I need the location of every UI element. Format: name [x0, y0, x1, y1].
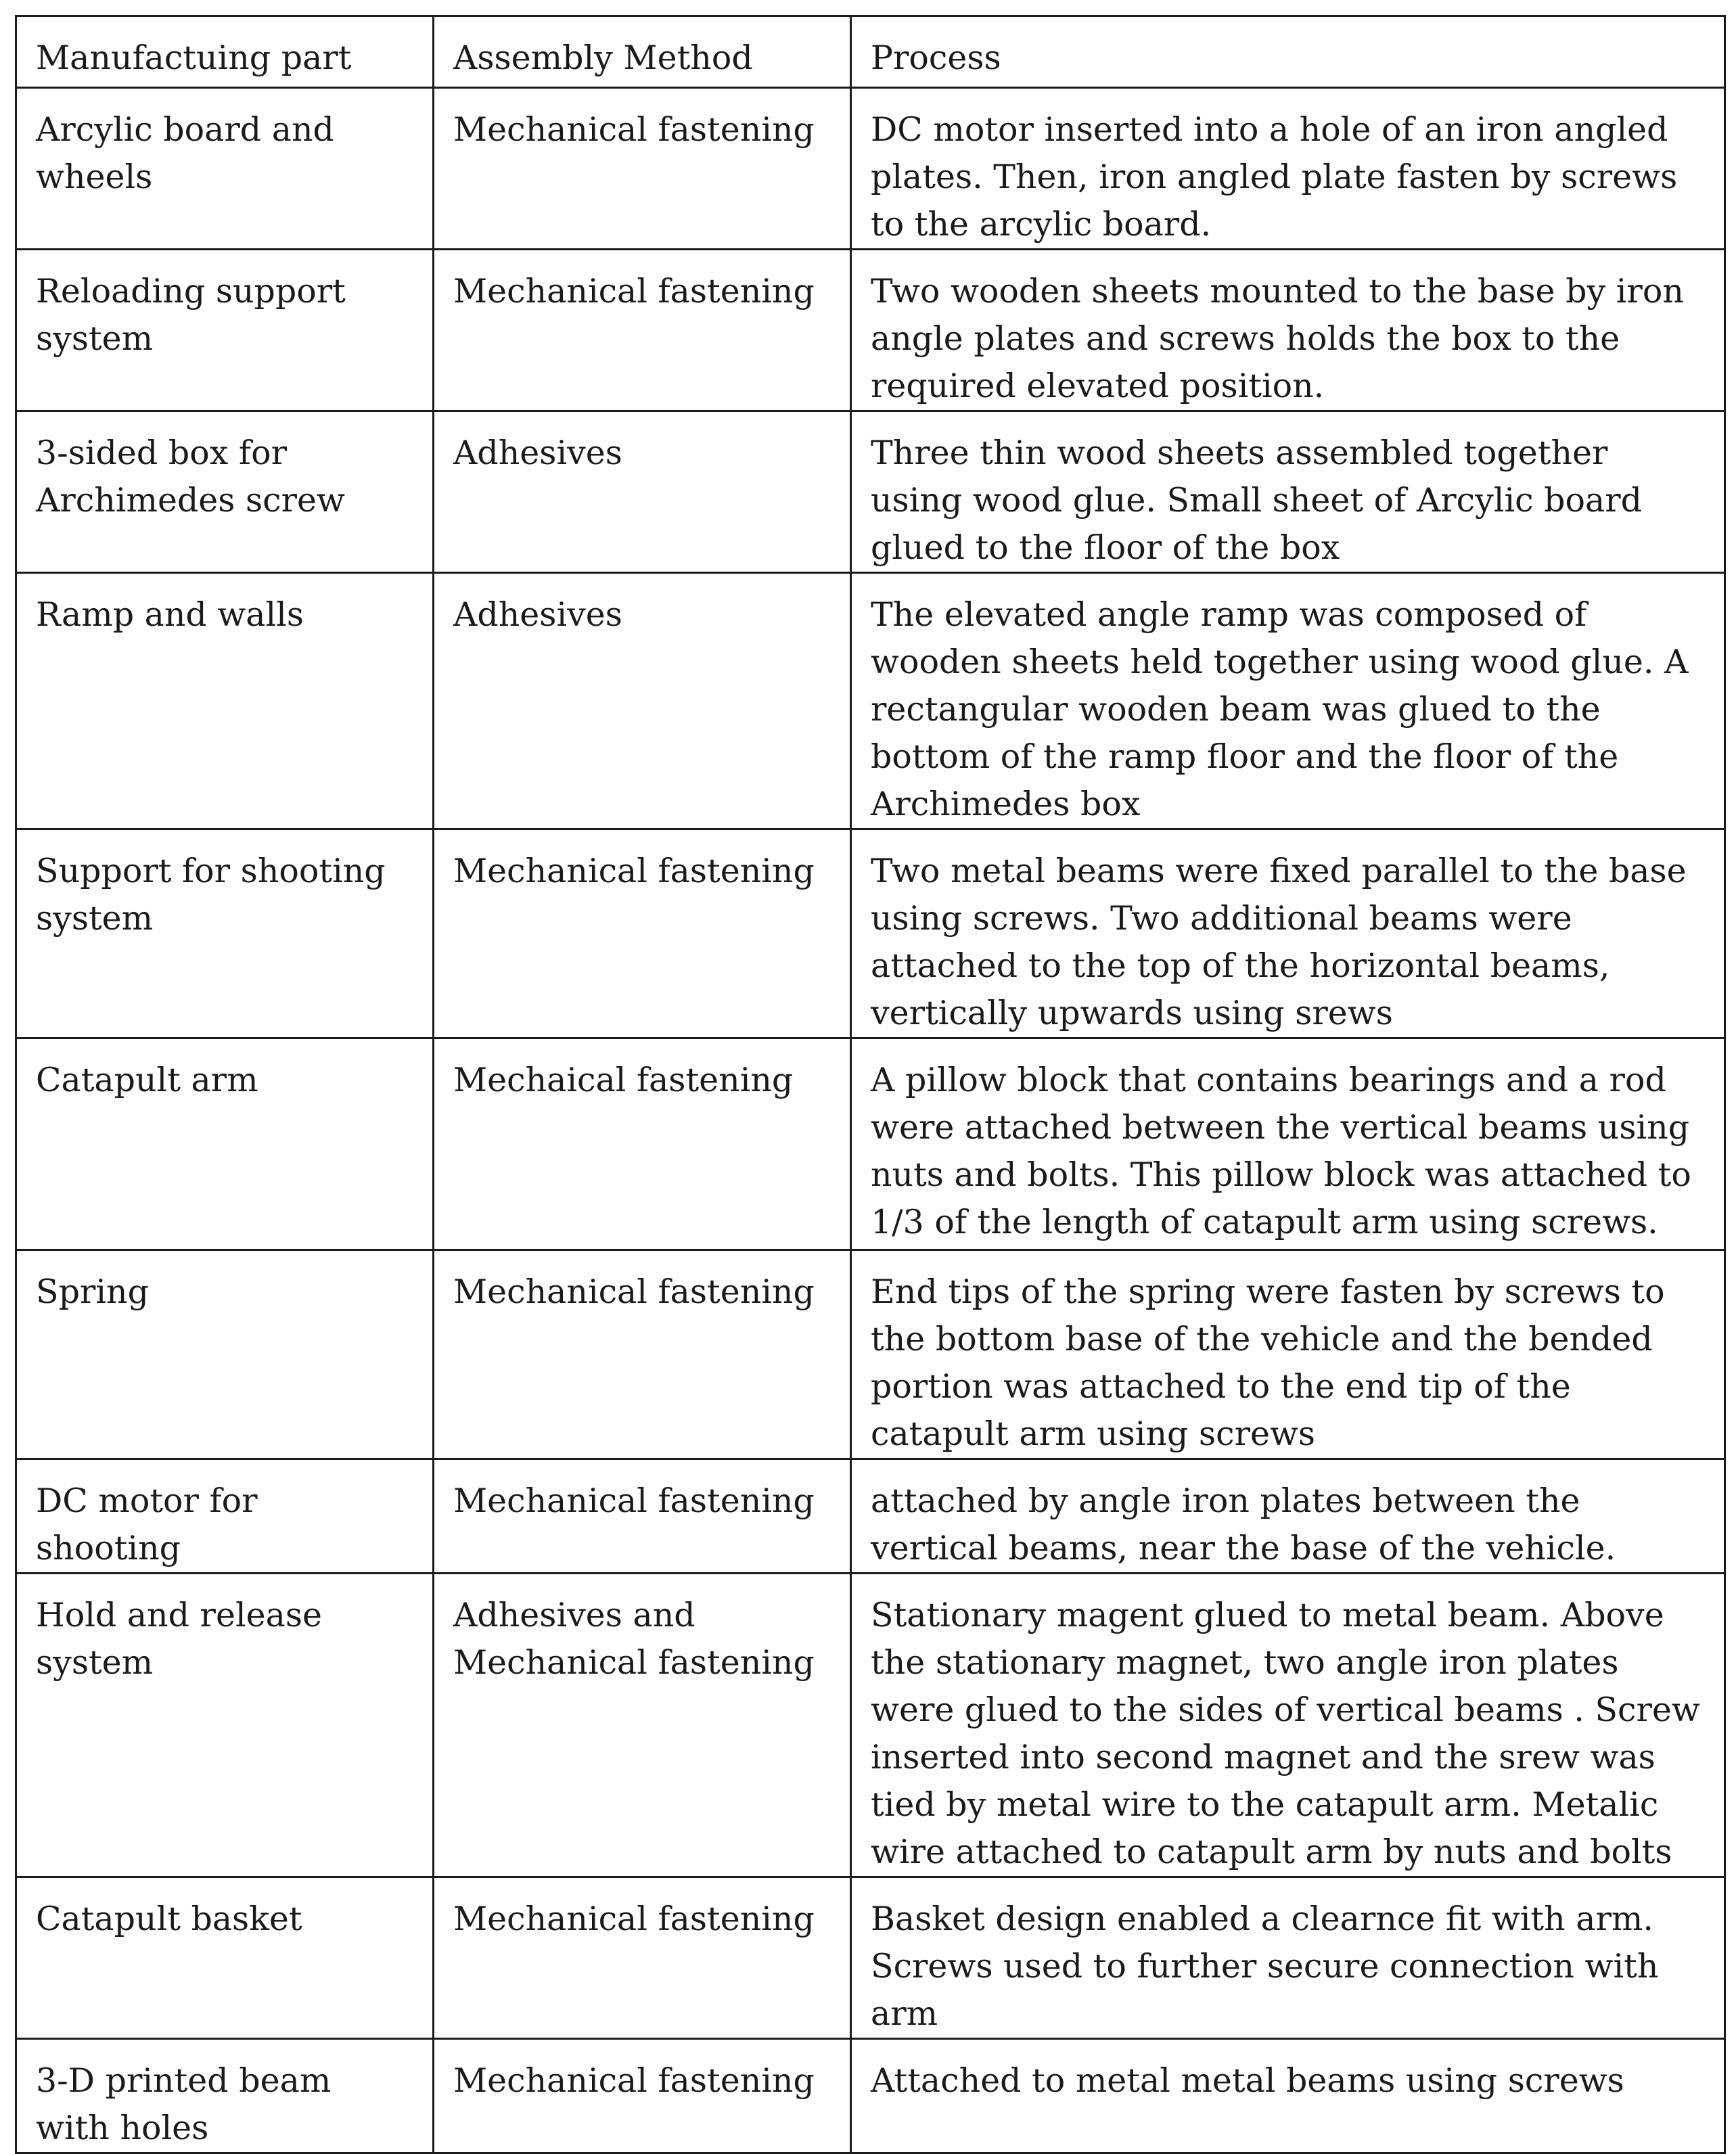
process-cell	[851, 1250, 1725, 1459]
cell-line: glued to the floor of the box	[871, 528, 1340, 567]
process-cell	[851, 1038, 1725, 1250]
table-row	[16, 411, 1725, 573]
cell-line: Three thin wood sheets assembled together	[871, 434, 1608, 472]
cell-line: 1/3 of the length of catapult arm using screws.	[871, 1203, 1658, 1241]
cell-line: to the arcylic board.	[871, 205, 1212, 244]
cell-line: Stationary magent glued to metal beam. Above	[871, 1596, 1664, 1634]
cell-line: inserted into second magnet and the srew was	[871, 1738, 1655, 1777]
cell-line: The elevated angle ramp was composed of	[871, 595, 1587, 634]
part-cell	[16, 2039, 434, 2153]
cell-line: Mechanical fastening	[453, 1900, 815, 1938]
cell-line: with holes	[36, 2109, 209, 2147]
method-cell	[434, 1459, 851, 1574]
cell-line: catapult arm using screws	[871, 1415, 1316, 1453]
cell-line: Mechanical fastening	[453, 110, 815, 149]
cell-line: wheels	[36, 158, 153, 196]
cell-line: Archimedes box	[871, 785, 1141, 823]
method-cell	[434, 829, 851, 1038]
cell-line: were glued to the sides of vertical beams . Screw	[871, 1691, 1700, 1729]
cell-line: system	[36, 899, 154, 938]
process-cell	[851, 88, 1725, 250]
method-cell	[434, 573, 851, 829]
method-cell	[434, 1877, 851, 2039]
table-row	[16, 1574, 1725, 1877]
cell-line: Adhesives	[453, 595, 622, 634]
cell-line: vertically upwards using srews	[871, 994, 1393, 1032]
cell-line: wire attached to catapult arm by nuts and bolts	[871, 1833, 1672, 1871]
part-cell	[16, 573, 434, 829]
cell-line: the bottom base of the vehicle and the bended	[871, 1320, 1653, 1358]
process-cell	[851, 411, 1725, 573]
part-cell	[16, 1250, 434, 1459]
cell-line: Attached to metal metal beams using screws	[871, 2061, 1624, 2100]
part-cell	[16, 1574, 434, 1877]
table-row	[16, 829, 1725, 1038]
table-row	[16, 1877, 1725, 2039]
table-row	[16, 573, 1725, 829]
table-row	[16, 1250, 1725, 1459]
cell-line: Mechaical fastening	[453, 1061, 794, 1099]
part-cell	[16, 1038, 434, 1250]
cell-line: Archimedes screw	[36, 481, 345, 520]
cell-line: Support for shooting	[36, 852, 386, 890]
cell-line: portion was attached to the end tip of the	[871, 1367, 1571, 1406]
cell-line: Arcylic board and	[36, 110, 334, 149]
header-row	[16, 16, 1725, 88]
table-row	[16, 1459, 1725, 1574]
cell-line: Basket design enabled a clearnce fit with arm.	[871, 1900, 1653, 1938]
header-cell-process: Process	[851, 16, 1725, 88]
part-cell	[16, 88, 434, 250]
process-cell	[851, 829, 1725, 1038]
cell-line: Hold and release	[36, 1596, 323, 1634]
cell-line: Mechanical fastening	[453, 852, 815, 890]
part-cell	[16, 1459, 434, 1574]
cell-line: shooting	[36, 1529, 181, 1567]
cell-line: Mechanical fastening	[453, 2061, 815, 2100]
table-body	[16, 16, 1725, 2153]
cell-line: 3-sided box for	[36, 434, 287, 472]
header-cell-method: Assembly Method	[434, 16, 851, 88]
cell-line: Screws used to further secure connection with	[871, 1947, 1659, 1986]
cell-line: DC motor inserted into a hole of an iron angled	[871, 110, 1668, 149]
cell-line: wooden sheets held together using wood glue. A	[871, 643, 1689, 681]
cell-line: Mechanical fastening	[453, 1482, 815, 1520]
cell-line: Catapult arm	[36, 1061, 258, 1099]
process-cell	[851, 1877, 1725, 2039]
cell-line: system	[36, 1643, 154, 1682]
cell-line: the stationary magnet, two angle iron plates	[871, 1643, 1619, 1682]
cell-line: Mechanical fastening	[453, 272, 815, 311]
cell-line: using screws. Two additional beams were	[871, 899, 1572, 938]
cell-line: plates. Then, iron angled plate fasten by screws	[871, 158, 1678, 196]
cell-line: bottom of the ramp floor and the floor of the	[871, 737, 1619, 776]
cell-line: Two metal beams were fixed parallel to the base	[871, 852, 1687, 890]
cell-line: Reloading support	[36, 272, 346, 311]
cell-line: using wood glue. Small sheet of Arcylic board	[871, 481, 1643, 520]
cell-line: attached by angle iron plates between the	[871, 1482, 1580, 1520]
part-cell	[16, 411, 434, 573]
header-cell-part: Manufactuing part	[16, 16, 434, 88]
part-cell	[16, 250, 434, 411]
table-row	[16, 250, 1725, 411]
method-cell	[434, 88, 851, 250]
process-cell	[851, 1574, 1725, 1877]
cell-line: were attached between the vertical beams using	[871, 1108, 1690, 1147]
cell-line: DC motor for	[36, 1482, 258, 1520]
cell-line: rectangular wooden beam was glued to the	[871, 690, 1601, 729]
cell-line: Mechanical fastening	[453, 1273, 815, 1311]
part-cell	[16, 829, 434, 1038]
cell-line: Mechanical fastening	[453, 1643, 815, 1682]
method-cell	[434, 1038, 851, 1250]
cell-line: Spring	[36, 1273, 149, 1311]
process-cell	[851, 573, 1725, 829]
cell-line: arm	[871, 1994, 938, 2033]
cell-line: A pillow block that contains bearings and a rod	[871, 1061, 1666, 1099]
cell-line: system	[36, 319, 154, 358]
cell-line: 3-D printed beam	[36, 2061, 332, 2100]
cell-line: Two wooden sheets mounted to the base by iron	[871, 272, 1684, 311]
cell-line: Ramp and walls	[36, 595, 304, 634]
method-cell	[434, 2039, 851, 2153]
cell-line: required elevated position.	[871, 367, 1325, 405]
process-cell	[851, 2039, 1725, 2153]
cell-line: End tips of the spring were fasten by screws to	[871, 1273, 1665, 1311]
assembly-table	[15, 15, 1726, 2154]
part-cell	[16, 1877, 434, 2039]
method-cell	[434, 411, 851, 573]
cell-line: Adhesives	[453, 434, 622, 472]
cell-line: attached to the top of the horizontal beams,	[871, 946, 1610, 985]
method-cell	[434, 1574, 851, 1877]
cell-line: vertical beams, near the base of the vehicle.	[871, 1529, 1616, 1567]
cell-line: Adhesives and	[453, 1596, 695, 1634]
process-cell	[851, 250, 1725, 411]
process-cell	[851, 1459, 1725, 1574]
table-row	[16, 2039, 1725, 2153]
table-row	[16, 1038, 1725, 1250]
cell-line: angle plates and screws holds the box to the	[871, 319, 1620, 358]
cell-line: nuts and bolts. This pillow block was attached to	[871, 1155, 1691, 1194]
method-cell	[434, 1250, 851, 1459]
cell-line: tied by metal wire to the catapult arm. Metalic	[871, 1785, 1659, 1824]
cell-line: Catapult basket	[36, 1900, 302, 1938]
method-cell	[434, 250, 851, 411]
table-row	[16, 88, 1725, 250]
